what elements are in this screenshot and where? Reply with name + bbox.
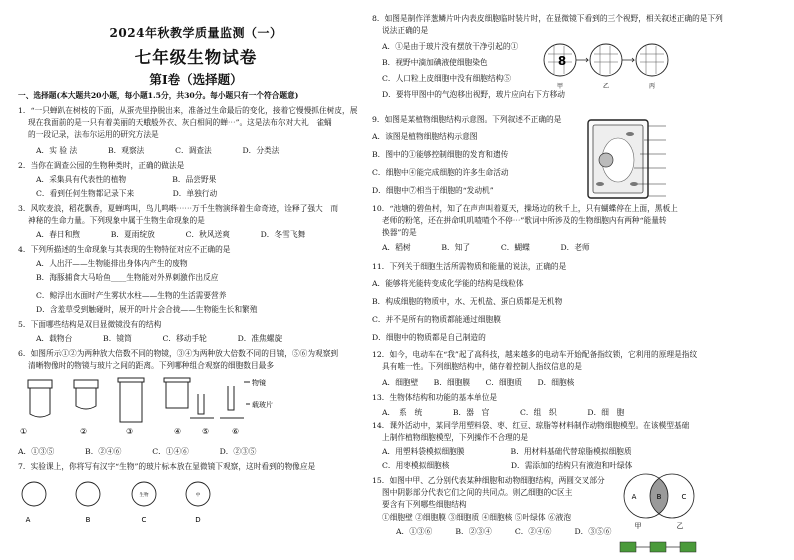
q4-option: A．人出汗——生物能排出身体内产生的废物 [36, 259, 188, 268]
q7-field-figure [18, 478, 374, 528]
q10-options: A．稻树 B．知了 C．蝴蝶 D．老师 [382, 243, 590, 252]
figure-number: ① [20, 427, 28, 436]
q4-option: B．海豚捕食大马哈鱼____生物能对外界刺激作出反应 [36, 273, 219, 282]
q15-structures: ①细胞壁 ②细胞膜 ③细胞质 ④细胞核 ⑤叶绿体 ⑥液泡 [382, 513, 572, 522]
q15-options: A．①③⑥ B．②③④ C．②④⑥ D．③⑤⑥ [396, 527, 612, 536]
venn-region-c: C [681, 493, 687, 501]
q7-stem: 7．实验课上，你将写有汉字“生物”的玻片标本放在显微镜下观察，这时看到的物像应是 [18, 462, 316, 471]
venn-label-yi: 乙 [676, 522, 684, 530]
q9-option: D．细胞中⑦相当于细胞的“发动机” [372, 186, 494, 195]
q14-options: C．用枣模拟细胞核 D．需添加的结构只有液泡和叶绿体 [382, 461, 633, 470]
q9-option: B．图中的①能够控制细胞的发育和遗传 [372, 150, 509, 159]
q6-line: 清晰物像时的物镜与玻片之间的距离。下列哪种组合观察的细胞数目最多 [28, 361, 275, 370]
q10-line: 10．“池塘的碧鱼村，知了在声声叫着夏天，操场边的秋千上，只有蝴蝶停在上面，黑板上 [372, 204, 678, 213]
microscope-lens-figure [18, 374, 374, 442]
q2-options: A．采集具有代表性的植物 B．品尝野果 [36, 175, 217, 184]
q1-options: A．实 验 法 B．观察法 C．调查法 D．分类法 [36, 146, 280, 155]
objective-label: 物镜 [252, 379, 266, 387]
q15-line: 要含有下列哪些细胞结构 [382, 500, 467, 509]
venn-figure [610, 472, 722, 558]
q5-stem: 5．下面哪些结构是双目显微镜没有的结构 [18, 320, 162, 329]
q14-line: 上制作植物细胞模型，下列操作不合理的是 [382, 433, 529, 442]
q10-line: 老师的粉笔，还在拼命叽叽喳喳个不停⋯”歌词中所涉及的生物细胞内有两种“能量转 [382, 216, 667, 225]
q2-stem: 2．当你在调查公园的生物种类时，正确的做法是 [18, 161, 185, 170]
q15-line: 15．如图中甲、乙分别代表某种细胞和动物细胞结构，两圆交叉部分 [372, 476, 605, 485]
bubble-mark: 8 [557, 54, 567, 68]
exam-title: 2024年秋教学质量监测（一） [109, 26, 283, 40]
option-letter: C [141, 516, 147, 524]
q8-option: A．①是由于玻片没有摆放干净引起的① [382, 42, 519, 51]
q11-option: A．能够将光能转变成化学能的结构是线粒体 [372, 279, 524, 288]
exam-part: 第Ⅰ卷（选择题） [149, 72, 243, 87]
q11-option: C．并不是所有的物质都能通过细胞膜 [372, 315, 501, 324]
figure-number: ② [80, 427, 88, 436]
q4-stem: 4．下列所描述的生命现象与其表现的生物特征对应不正确的是 [18, 245, 231, 254]
q8-option: C．人口粒上皮细胞中没有细胞结构⑤ [382, 74, 511, 83]
option-letter: B [85, 516, 91, 524]
q6-options: A．①③⑤ B．②④⑥ C．①④⑥ D．②③⑤ [18, 447, 257, 456]
q8-field-figure [540, 40, 680, 92]
q12-line: 具有唯一性。下列细胞结构中，储存着控制人指纹信息的是 [382, 362, 582, 371]
option-letter: A [25, 516, 31, 524]
q4-option: D．含羞草受到触碰时，展开的叶片会合拢——生物能生长和繁殖 [36, 305, 258, 314]
slide-label: 载玻片 [252, 401, 273, 409]
field-label: 甲 [556, 83, 564, 90]
venn-region-b: B [656, 493, 662, 501]
q3-line: 神秘的生命力量。下列现象中属于生物生命现象的是 [28, 216, 205, 225]
venn-label-jia: 甲 [634, 522, 642, 530]
section-heading: 一、选择题(本大题共20小题，每小题1.5分，共30分。每小题只有一个符合题意) [18, 91, 299, 100]
q11-stem: 11．下列关于细胞生活所需物质和能量的说法，正确的是 [372, 262, 567, 271]
q10-line: 换器”的是 [382, 228, 417, 237]
q11-option: B．构成细胞的物质中，水、无机盐、蛋白质都是无机物 [372, 297, 563, 306]
q1-line: 1．“一只蝉趴在树枝的下面，从蛋壳里挣脱出来，准备过生命最后的变化，接着它慢慢抓住树皮，展 [18, 106, 358, 115]
q8-option: B．视野中滴加碘液使细胞染色 [382, 58, 488, 67]
q9-option: A．该图是植物细胞结构示意图 [372, 132, 478, 141]
field-text: 生物 [139, 493, 149, 498]
q3-line: 3．风吹麦浪，稻花飘香，夏蝉鸣叫，鸟儿鸣啭⋯⋯万千生物演绎着生命奇迹，诠释了强大 而 [18, 204, 339, 213]
figure-number: ③ [126, 427, 134, 436]
exam-subject: 七年级生物试卷 [134, 48, 258, 67]
q15-line: 图中阴影部分代表它们之间的共同点。则乙细胞的C区主 [382, 488, 573, 497]
q14-options: A．用塑料袋模拟细胞膜 B．用材料基础代替琼脂模拟细胞质 [382, 447, 632, 456]
q9-stem: 9．如图是某植物细胞结构示意图。下列叙述不正确的是 [372, 115, 562, 124]
figure-number: ⑤ [202, 427, 210, 436]
field-label: 丙 [648, 83, 656, 90]
field-label: 乙 [602, 83, 610, 90]
option-letter: D [195, 516, 201, 524]
q1-line: 现在我面前的是一只有着美丽的天蛾般外衣、灰白相间的蝉⋯”。这是法布尔对大礼 雀蛹 [28, 118, 332, 127]
q4-option: C．鲸浮出水面时产生雾状水柱——生物的生活需要营养 [36, 291, 227, 300]
q2-options: C．看到任何生物都记录下来 D．单独行动 [36, 189, 218, 198]
q12-line: 12．如今，电动车在“我”起了高科技，越来越多的电动车开始配备指纹锁，它利用的原理是指纹 [372, 350, 698, 359]
q1-line: 的一段记录，法布尔运用的研究方法是 [28, 130, 159, 139]
plant-cell-figure [584, 114, 672, 202]
q6-line: 6．如图所示①②为两种放大倍数不同的物镜，③④为两种放大倍数不同的目镜，⑤⑥为观察到 [18, 349, 339, 358]
q8-option: D．要将甲图中的气泡移出视野，玻片应向右下方移动 [382, 90, 565, 99]
q8-line: 8．如图是制作洋葱鳞片叶内表皮细胞临时装片时，在显微镜下看到的三个视野，相关叙述正确的是下列 [372, 14, 723, 23]
figure-number: ④ [174, 427, 182, 436]
q9-option: C．细胞中④能完成细胞的许多生命活动 [372, 168, 509, 177]
q8-line: 说法正确的是 [382, 26, 429, 35]
field-text: 中 [195, 493, 201, 498]
q3-options: A．春日和煦 B．夏雨绽放 C．秋风送爽 D．冬雪飞舞 [36, 230, 306, 239]
q5-options: A．载物台 B．镜筒 C．移动手轮 D．准焦螺旋 [36, 334, 283, 343]
q13-stem: 13．生物体结构和功能的基本单位是 [372, 393, 498, 402]
q12-options: A．细胞壁 B．细胞膜 C．细胞质 D．细胞核 [382, 378, 575, 387]
venn-region-a: A [631, 493, 637, 501]
figure-number: ⑥ [232, 427, 240, 436]
q14-line: 14．课外活动中，某同学用塑料袋、枣、红豆、琼脂等材料制作动物细胞模型。在该模型基础 [372, 421, 690, 430]
q13-options: A． 系 统 B．器 官 C．组 织 D．细 胞 [382, 408, 625, 417]
q11-option: D．细胞中的物质都是自己制造的 [372, 333, 486, 342]
